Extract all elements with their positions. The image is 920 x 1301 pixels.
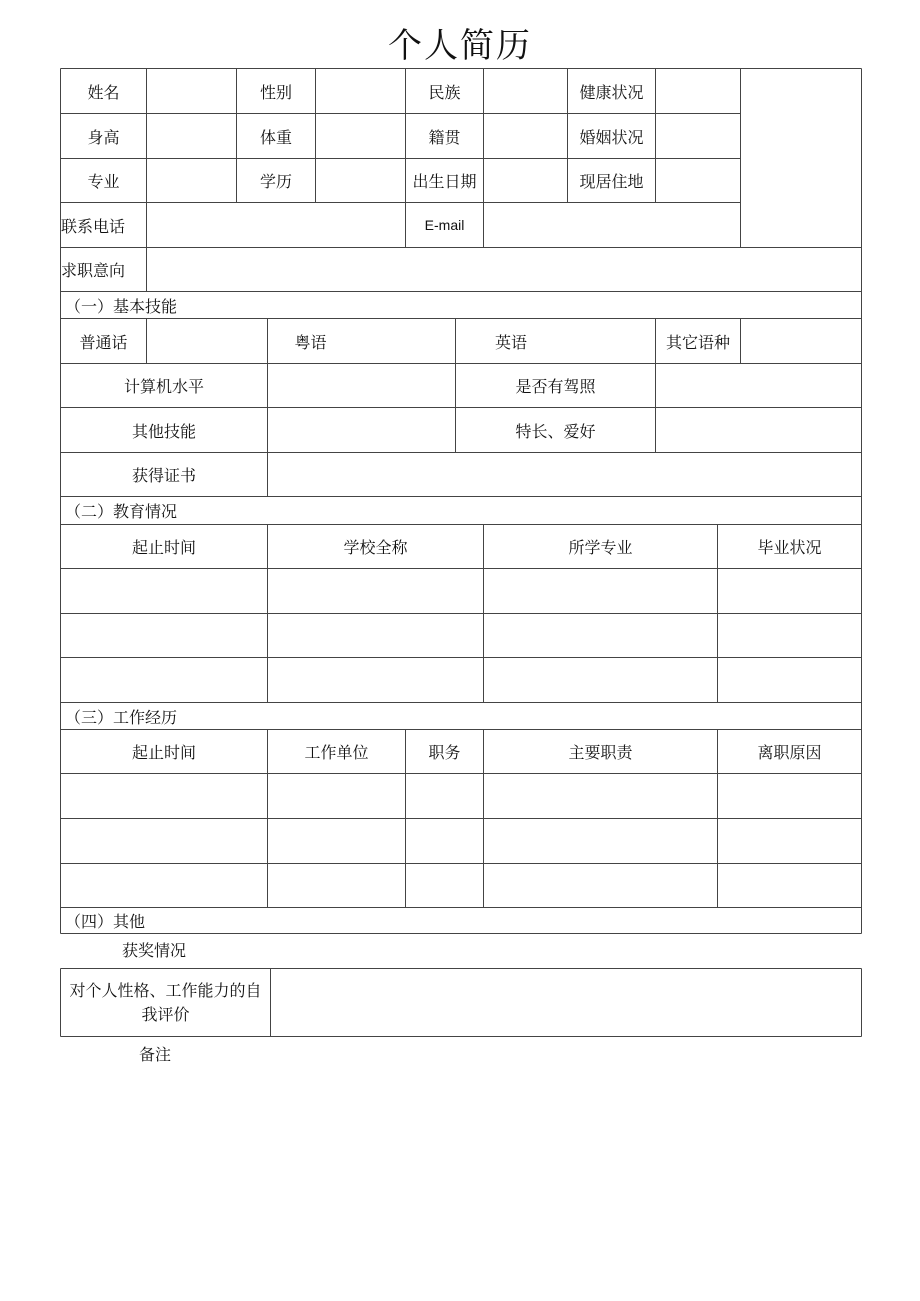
label-self-evaluation: 对个人性格、工作能力的自我评价 bbox=[69, 980, 262, 1024]
label-hobbies: 特长、爱好 bbox=[515, 421, 596, 441]
name-field[interactable] bbox=[147, 69, 236, 113]
email-field[interactable] bbox=[484, 203, 740, 247]
edu-header-graduation: 毕业状况 bbox=[757, 538, 822, 557]
other-language-field[interactable] bbox=[741, 319, 861, 363]
education-row[interactable] bbox=[61, 658, 861, 702]
page-title: 个人简历 bbox=[388, 26, 532, 66]
work-row[interactable] bbox=[61, 774, 861, 818]
other-skills-field[interactable] bbox=[268, 408, 455, 452]
self-evaluation-field[interactable] bbox=[271, 969, 861, 1036]
address-field[interactable] bbox=[656, 159, 740, 202]
mandarin-field[interactable] bbox=[147, 319, 267, 363]
section-basic-skills: （一）基本技能 bbox=[65, 296, 178, 316]
work-header-position: 职务 bbox=[428, 743, 461, 762]
major-field[interactable] bbox=[147, 159, 236, 202]
label-mandarin: 普通话 bbox=[79, 332, 128, 352]
label-remarks: 备注 bbox=[139, 1045, 172, 1064]
health-field[interactable] bbox=[656, 69, 740, 113]
certificates-field[interactable] bbox=[268, 453, 861, 496]
label-health: 健康状况 bbox=[579, 82, 644, 102]
edu-header-major: 所学专业 bbox=[568, 538, 633, 557]
height-field[interactable] bbox=[147, 114, 236, 158]
label-other-skills: 其他技能 bbox=[131, 421, 196, 441]
driver-license-field[interactable] bbox=[656, 364, 861, 407]
label-gender: 性别 bbox=[259, 82, 292, 102]
education-row[interactable] bbox=[61, 614, 861, 657]
work-header-duties: 主要职责 bbox=[568, 743, 633, 762]
section-work-experience: （三）工作经历 bbox=[65, 707, 178, 727]
label-certificates: 获得证书 bbox=[131, 466, 196, 485]
work-header-employer: 工作单位 bbox=[304, 743, 369, 762]
label-other-language: 其它语种 bbox=[665, 332, 730, 352]
cantonese-field[interactable] bbox=[353, 319, 455, 363]
birth-date-field[interactable] bbox=[484, 159, 567, 202]
work-row[interactable] bbox=[61, 819, 861, 863]
section-education: （二）教育情况 bbox=[65, 502, 178, 521]
english-field[interactable] bbox=[566, 319, 655, 363]
marital-field[interactable] bbox=[656, 114, 740, 158]
label-weight: 体重 bbox=[259, 127, 292, 147]
label-address: 现居住地 bbox=[579, 172, 644, 191]
label-email: E-mail bbox=[424, 217, 465, 233]
weight-field[interactable] bbox=[316, 114, 405, 158]
computer-level-field[interactable] bbox=[268, 364, 455, 407]
label-marital: 婚姻状况 bbox=[579, 127, 644, 147]
label-job-intention: 求职意向 bbox=[61, 261, 126, 280]
photo-area[interactable] bbox=[741, 69, 861, 247]
label-height: 身高 bbox=[87, 127, 120, 147]
label-driver-license: 是否有驾照 bbox=[515, 377, 596, 396]
label-native-place: 籍贯 bbox=[428, 127, 461, 147]
label-ethnicity: 民族 bbox=[428, 82, 461, 102]
label-cantonese: 粤语 bbox=[294, 332, 327, 352]
label-education: 学历 bbox=[259, 172, 292, 191]
hobbies-field[interactable] bbox=[656, 408, 861, 452]
label-phone: 联系电话 bbox=[61, 216, 126, 236]
work-header-leave-reason: 离职原因 bbox=[757, 743, 822, 762]
section-other: （四）其他 bbox=[65, 912, 146, 931]
job-intention-field[interactable] bbox=[147, 248, 861, 291]
phone-field[interactable] bbox=[147, 203, 405, 247]
label-name: 姓名 bbox=[87, 82, 120, 102]
edu-header-period: 起止时间 bbox=[131, 538, 196, 557]
label-computer-level: 计算机水平 bbox=[123, 377, 204, 396]
education-field[interactable] bbox=[316, 159, 405, 202]
gender-field[interactable] bbox=[316, 69, 405, 113]
label-awards: 获奖情况 bbox=[122, 941, 187, 960]
label-major: 专业 bbox=[87, 172, 120, 191]
edu-header-school: 学校全称 bbox=[343, 538, 408, 557]
label-birth-date: 出生日期 bbox=[412, 172, 477, 191]
native-place-field[interactable] bbox=[484, 114, 567, 158]
education-row[interactable] bbox=[61, 569, 861, 613]
label-english: 英语 bbox=[494, 332, 527, 352]
work-row[interactable] bbox=[61, 864, 861, 907]
work-header-period: 起止时间 bbox=[131, 743, 196, 762]
ethnicity-field[interactable] bbox=[484, 69, 567, 113]
